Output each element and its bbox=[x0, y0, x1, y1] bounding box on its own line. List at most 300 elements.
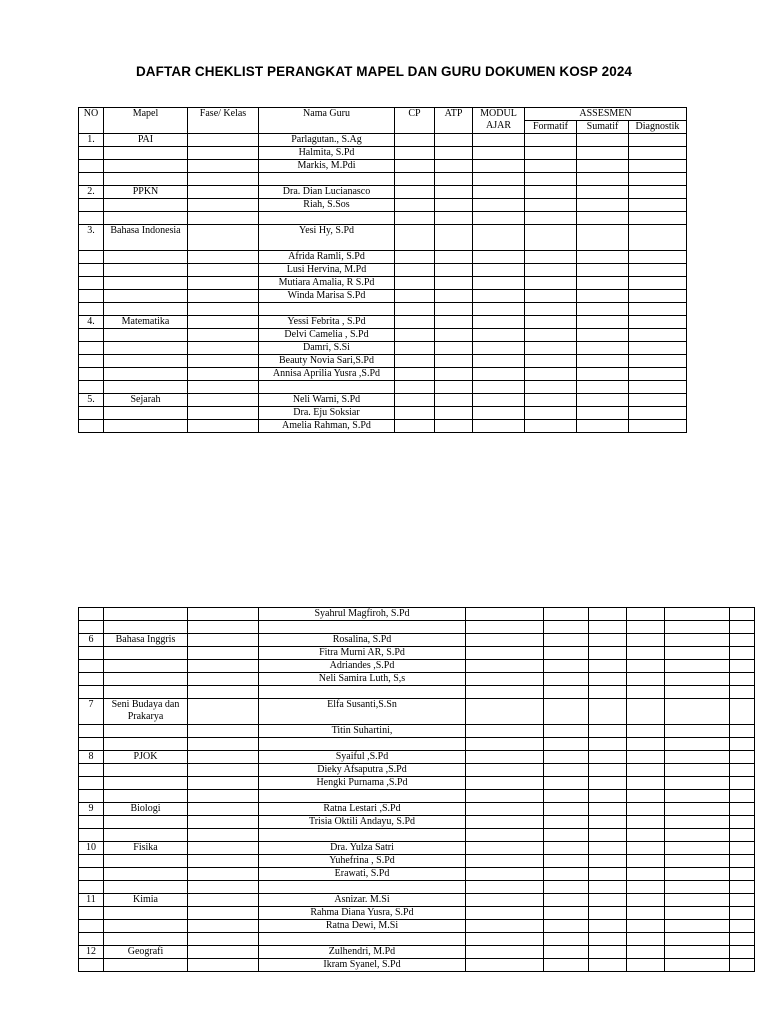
checklist-cell[interactable] bbox=[395, 186, 435, 199]
checklist-cell[interactable] bbox=[577, 329, 629, 342]
checklist-cell[interactable] bbox=[589, 751, 627, 764]
checklist-cell[interactable] bbox=[525, 147, 577, 160]
checklist-cell[interactable] bbox=[395, 420, 435, 433]
checklist-cell[interactable] bbox=[627, 621, 665, 634]
checklist-cell[interactable] bbox=[473, 329, 525, 342]
checklist-cell[interactable] bbox=[577, 368, 629, 381]
checklist-cell[interactable] bbox=[395, 394, 435, 407]
checklist-cell[interactable] bbox=[665, 881, 730, 894]
checklist-cell[interactable] bbox=[466, 777, 544, 790]
checklist-cell[interactable] bbox=[525, 212, 577, 225]
checklist-cell[interactable] bbox=[589, 881, 627, 894]
checklist-cell[interactable] bbox=[730, 686, 755, 699]
checklist-cell[interactable] bbox=[466, 829, 544, 842]
checklist-cell[interactable] bbox=[589, 816, 627, 829]
checklist-cell[interactable] bbox=[589, 673, 627, 686]
checklist-cell[interactable] bbox=[525, 251, 577, 264]
checklist-cell[interactable] bbox=[473, 355, 525, 368]
checklist-cell[interactable] bbox=[627, 959, 665, 972]
checklist-cell[interactable] bbox=[629, 342, 687, 355]
checklist-cell[interactable] bbox=[730, 790, 755, 803]
checklist-cell[interactable] bbox=[730, 738, 755, 751]
checklist-cell[interactable] bbox=[435, 290, 473, 303]
checklist-cell[interactable] bbox=[665, 777, 730, 790]
checklist-cell[interactable] bbox=[395, 225, 435, 251]
checklist-cell[interactable] bbox=[577, 290, 629, 303]
checklist-cell[interactable] bbox=[466, 855, 544, 868]
checklist-cell[interactable] bbox=[473, 147, 525, 160]
checklist-cell[interactable] bbox=[665, 660, 730, 673]
row-mapel: Fisika bbox=[104, 842, 188, 855]
checklist-cell[interactable] bbox=[525, 264, 577, 277]
checklist-cell[interactable] bbox=[466, 660, 544, 673]
checklist-cell[interactable] bbox=[395, 290, 435, 303]
checklist-cell[interactable] bbox=[435, 368, 473, 381]
checklist-cell[interactable] bbox=[730, 933, 755, 946]
checklist-cell[interactable] bbox=[577, 420, 629, 433]
checklist-cell[interactable] bbox=[730, 608, 755, 621]
checklist-cell[interactable] bbox=[665, 920, 730, 933]
checklist-cell[interactable] bbox=[577, 342, 629, 355]
checklist-cell[interactable] bbox=[629, 290, 687, 303]
checklist-cell[interactable] bbox=[473, 199, 525, 212]
checklist-cell[interactable] bbox=[665, 946, 730, 959]
checklist-cell[interactable] bbox=[627, 894, 665, 907]
checklist-cell[interactable] bbox=[395, 147, 435, 160]
checklist-cell[interactable] bbox=[466, 673, 544, 686]
checklist-cell[interactable] bbox=[466, 699, 544, 725]
checklist-cell[interactable] bbox=[627, 790, 665, 803]
checklist-cell[interactable] bbox=[627, 725, 665, 738]
checklist-cell[interactable] bbox=[629, 160, 687, 173]
checklist-cell[interactable] bbox=[665, 634, 730, 647]
checklist-cell[interactable] bbox=[730, 894, 755, 907]
checklist-cell[interactable] bbox=[525, 303, 577, 316]
checklist-cell[interactable] bbox=[525, 160, 577, 173]
checklist-cell[interactable] bbox=[589, 959, 627, 972]
checklist-cell[interactable] bbox=[627, 673, 665, 686]
checklist-cell[interactable] bbox=[629, 355, 687, 368]
checklist-cell[interactable] bbox=[466, 647, 544, 660]
checklist-cell[interactable] bbox=[435, 173, 473, 186]
checklist-cell[interactable] bbox=[466, 959, 544, 972]
checklist-cell[interactable] bbox=[544, 920, 589, 933]
checklist-cell[interactable] bbox=[544, 790, 589, 803]
checklist-cell[interactable] bbox=[466, 894, 544, 907]
checklist-cell[interactable] bbox=[466, 686, 544, 699]
checklist-cell[interactable] bbox=[395, 251, 435, 264]
checklist-cell[interactable] bbox=[629, 368, 687, 381]
checklist-cell[interactable] bbox=[544, 881, 589, 894]
checklist-cell[interactable] bbox=[589, 621, 627, 634]
row-fase-kelas bbox=[188, 907, 259, 920]
checklist-cell[interactable] bbox=[525, 420, 577, 433]
checklist-cell[interactable] bbox=[589, 933, 627, 946]
checklist-cell[interactable] bbox=[629, 134, 687, 147]
checklist-cell[interactable] bbox=[627, 764, 665, 777]
checklist-cell[interactable] bbox=[435, 134, 473, 147]
checklist-cell[interactable] bbox=[730, 907, 755, 920]
checklist-cell[interactable] bbox=[589, 738, 627, 751]
checklist-cell[interactable] bbox=[589, 803, 627, 816]
checklist-cell[interactable] bbox=[627, 738, 665, 751]
checklist-cell[interactable] bbox=[544, 842, 589, 855]
checklist-cell[interactable] bbox=[627, 777, 665, 790]
checklist-cell[interactable] bbox=[435, 251, 473, 264]
checklist-cell[interactable] bbox=[730, 829, 755, 842]
checklist-cell[interactable] bbox=[627, 855, 665, 868]
checklist-cell[interactable] bbox=[544, 907, 589, 920]
checklist-cell[interactable] bbox=[544, 894, 589, 907]
checklist-cell[interactable] bbox=[473, 394, 525, 407]
checklist-cell[interactable] bbox=[395, 199, 435, 212]
checklist-cell[interactable] bbox=[629, 147, 687, 160]
checklist-cell[interactable] bbox=[544, 686, 589, 699]
checklist-cell[interactable] bbox=[473, 303, 525, 316]
checklist-cell[interactable] bbox=[473, 420, 525, 433]
checklist-cell[interactable] bbox=[589, 725, 627, 738]
checklist-cell[interactable] bbox=[395, 407, 435, 420]
checklist-cell[interactable] bbox=[395, 264, 435, 277]
checklist-cell[interactable] bbox=[473, 277, 525, 290]
checklist-cell[interactable] bbox=[435, 303, 473, 316]
checklist-cell[interactable] bbox=[473, 160, 525, 173]
checklist-cell[interactable] bbox=[589, 894, 627, 907]
row-number: 9 bbox=[79, 803, 104, 816]
checklist-cell[interactable] bbox=[544, 764, 589, 777]
checklist-cell[interactable] bbox=[435, 407, 473, 420]
checklist-cell[interactable] bbox=[627, 881, 665, 894]
checklist-cell[interactable] bbox=[525, 368, 577, 381]
checklist-cell[interactable] bbox=[544, 608, 589, 621]
checklist-cell[interactable] bbox=[629, 225, 687, 251]
checklist-cell[interactable] bbox=[665, 686, 730, 699]
row-number bbox=[79, 147, 104, 160]
checklist-cell[interactable] bbox=[577, 173, 629, 186]
checklist-cell[interactable] bbox=[466, 634, 544, 647]
checklist-cell[interactable] bbox=[473, 251, 525, 264]
checklist-cell[interactable] bbox=[730, 842, 755, 855]
checklist-cell[interactable] bbox=[544, 738, 589, 751]
checklist-cell[interactable] bbox=[589, 634, 627, 647]
checklist-cell[interactable] bbox=[435, 277, 473, 290]
checklist-cell[interactable] bbox=[525, 277, 577, 290]
checklist-cell[interactable] bbox=[544, 946, 589, 959]
checklist-cell[interactable] bbox=[627, 842, 665, 855]
checklist-cell[interactable] bbox=[589, 608, 627, 621]
checklist-cell[interactable] bbox=[730, 725, 755, 738]
checklist-cell[interactable] bbox=[466, 842, 544, 855]
checklist-cell[interactable] bbox=[473, 134, 525, 147]
checklist-cell[interactable] bbox=[466, 803, 544, 816]
checklist-cell[interactable] bbox=[730, 751, 755, 764]
checklist-cell[interactable] bbox=[730, 881, 755, 894]
checklist-cell[interactable] bbox=[589, 868, 627, 881]
checklist-cell[interactable] bbox=[544, 829, 589, 842]
checklist-cell[interactable] bbox=[466, 608, 544, 621]
checklist-cell[interactable] bbox=[525, 381, 577, 394]
checklist-cell[interactable] bbox=[629, 199, 687, 212]
checklist-cell[interactable] bbox=[525, 290, 577, 303]
checklist-cell[interactable] bbox=[665, 673, 730, 686]
checklist-cell[interactable] bbox=[665, 842, 730, 855]
checklist-cell[interactable] bbox=[525, 342, 577, 355]
checklist-cell[interactable] bbox=[577, 225, 629, 251]
checklist-cell[interactable] bbox=[627, 699, 665, 725]
checklist-cell[interactable] bbox=[544, 751, 589, 764]
row-number bbox=[79, 160, 104, 173]
checklist-cell[interactable] bbox=[665, 621, 730, 634]
checklist-cell[interactable] bbox=[525, 407, 577, 420]
checklist-cell[interactable] bbox=[435, 394, 473, 407]
checklist-cell[interactable] bbox=[730, 764, 755, 777]
checklist-cell[interactable] bbox=[589, 777, 627, 790]
checklist-cell[interactable] bbox=[627, 803, 665, 816]
checklist-cell[interactable] bbox=[577, 147, 629, 160]
row-nama-guru: Trisia Oktili Andayu, S.Pd bbox=[259, 816, 466, 829]
checklist-cell[interactable] bbox=[466, 881, 544, 894]
checklist-cell[interactable] bbox=[589, 647, 627, 660]
checklist-cell[interactable] bbox=[473, 290, 525, 303]
checklist-cell[interactable] bbox=[629, 264, 687, 277]
checklist-cell[interactable] bbox=[589, 907, 627, 920]
checklist-cell[interactable] bbox=[629, 303, 687, 316]
checklist-cell[interactable] bbox=[466, 751, 544, 764]
checklist-cell[interactable] bbox=[435, 329, 473, 342]
checklist-cell[interactable] bbox=[544, 673, 589, 686]
checklist-cell[interactable] bbox=[665, 933, 730, 946]
checklist-cell[interactable] bbox=[577, 212, 629, 225]
checklist-cell[interactable] bbox=[730, 959, 755, 972]
checklist-cell[interactable] bbox=[577, 381, 629, 394]
checklist-cell[interactable] bbox=[525, 316, 577, 329]
checklist-cell[interactable] bbox=[473, 264, 525, 277]
checklist-cell[interactable] bbox=[629, 277, 687, 290]
checklist-cell[interactable] bbox=[629, 173, 687, 186]
checklist-cell[interactable] bbox=[435, 316, 473, 329]
checklist-cell[interactable] bbox=[577, 303, 629, 316]
checklist-cell[interactable] bbox=[629, 251, 687, 264]
checklist-cell[interactable] bbox=[473, 381, 525, 394]
checklist-cell[interactable] bbox=[435, 147, 473, 160]
checklist-cell[interactable] bbox=[577, 316, 629, 329]
checklist-cell[interactable] bbox=[629, 407, 687, 420]
checklist-cell[interactable] bbox=[665, 764, 730, 777]
checklist-cell[interactable] bbox=[544, 621, 589, 634]
checklist-cell[interactable] bbox=[544, 868, 589, 881]
checklist-cell[interactable] bbox=[730, 855, 755, 868]
checklist-cell[interactable] bbox=[544, 777, 589, 790]
checklist-cell[interactable] bbox=[629, 329, 687, 342]
checklist-cell[interactable] bbox=[589, 660, 627, 673]
checklist-cell[interactable] bbox=[473, 225, 525, 251]
checklist-cell[interactable] bbox=[473, 407, 525, 420]
checklist-cell[interactable] bbox=[466, 738, 544, 751]
checklist-cell[interactable] bbox=[473, 368, 525, 381]
checklist-cell[interactable] bbox=[544, 725, 589, 738]
checklist-cell[interactable] bbox=[525, 134, 577, 147]
checklist-cell[interactable] bbox=[665, 829, 730, 842]
checklist-cell[interactable] bbox=[589, 855, 627, 868]
checklist-cell[interactable] bbox=[525, 173, 577, 186]
checklist-cell[interactable] bbox=[466, 920, 544, 933]
checklist-cell[interactable] bbox=[525, 199, 577, 212]
checklist-cell[interactable] bbox=[466, 621, 544, 634]
checklist-cell[interactable] bbox=[627, 608, 665, 621]
checklist-cell[interactable] bbox=[627, 829, 665, 842]
checklist-cell[interactable] bbox=[473, 342, 525, 355]
checklist-cell[interactable] bbox=[627, 816, 665, 829]
checklist-cell[interactable] bbox=[627, 686, 665, 699]
checklist-cell[interactable] bbox=[629, 316, 687, 329]
checklist-cell[interactable] bbox=[466, 907, 544, 920]
checklist-cell[interactable] bbox=[466, 790, 544, 803]
checklist-cell[interactable] bbox=[665, 816, 730, 829]
checklist-cell[interactable] bbox=[665, 647, 730, 660]
checklist-cell[interactable] bbox=[627, 907, 665, 920]
checklist-cell[interactable] bbox=[627, 660, 665, 673]
checklist-cell[interactable] bbox=[473, 212, 525, 225]
checklist-cell[interactable] bbox=[730, 803, 755, 816]
checklist-cell[interactable] bbox=[665, 725, 730, 738]
checklist-cell[interactable] bbox=[435, 212, 473, 225]
checklist-cell[interactable] bbox=[577, 251, 629, 264]
checklist-cell[interactable] bbox=[589, 790, 627, 803]
checklist-cell[interactable] bbox=[730, 816, 755, 829]
checklist-cell[interactable] bbox=[525, 225, 577, 251]
checklist-cell[interactable] bbox=[730, 634, 755, 647]
checklist-cell[interactable] bbox=[435, 355, 473, 368]
checklist-cell[interactable] bbox=[395, 381, 435, 394]
checklist-cell[interactable] bbox=[629, 186, 687, 199]
checklist-cell[interactable] bbox=[577, 134, 629, 147]
checklist-cell[interactable] bbox=[627, 946, 665, 959]
checklist-cell[interactable] bbox=[544, 855, 589, 868]
checklist-cell[interactable] bbox=[544, 803, 589, 816]
checklist-cell[interactable] bbox=[730, 647, 755, 660]
checklist-cell[interactable] bbox=[466, 816, 544, 829]
checklist-cell[interactable] bbox=[577, 186, 629, 199]
checklist-cell[interactable] bbox=[589, 920, 627, 933]
checklist-cell[interactable] bbox=[627, 647, 665, 660]
checklist-cell[interactable] bbox=[665, 699, 730, 725]
checklist-cell[interactable] bbox=[730, 868, 755, 881]
checklist-cell[interactable] bbox=[544, 634, 589, 647]
checklist-cell[interactable] bbox=[730, 946, 755, 959]
checklist-cell[interactable] bbox=[544, 647, 589, 660]
checklist-cell[interactable] bbox=[627, 920, 665, 933]
checklist-cell[interactable] bbox=[665, 894, 730, 907]
checklist-cell[interactable] bbox=[629, 420, 687, 433]
checklist-cell[interactable] bbox=[544, 816, 589, 829]
checklist-cell[interactable] bbox=[395, 277, 435, 290]
checklist-cell[interactable] bbox=[473, 186, 525, 199]
checklist-cell[interactable] bbox=[466, 946, 544, 959]
checklist-cell[interactable] bbox=[589, 842, 627, 855]
checklist-cell[interactable] bbox=[466, 868, 544, 881]
checklist-cell[interactable] bbox=[577, 264, 629, 277]
checklist-cell[interactable] bbox=[577, 355, 629, 368]
checklist-cell[interactable] bbox=[395, 303, 435, 316]
checklist-cell[interactable] bbox=[466, 764, 544, 777]
checklist-cell[interactable] bbox=[627, 933, 665, 946]
checklist-cell[interactable] bbox=[627, 868, 665, 881]
checklist-cell[interactable] bbox=[577, 160, 629, 173]
checklist-cell[interactable] bbox=[395, 316, 435, 329]
checklist-cell[interactable] bbox=[730, 777, 755, 790]
checklist-cell[interactable] bbox=[395, 329, 435, 342]
checklist-cell[interactable] bbox=[665, 803, 730, 816]
checklist-cell[interactable] bbox=[395, 134, 435, 147]
checklist-cell[interactable] bbox=[525, 329, 577, 342]
checklist-cell[interactable] bbox=[435, 264, 473, 277]
checklist-cell[interactable] bbox=[665, 855, 730, 868]
checklist-cell[interactable] bbox=[589, 764, 627, 777]
checklist-cell[interactable] bbox=[589, 699, 627, 725]
checklist-cell[interactable] bbox=[589, 946, 627, 959]
checklist-cell[interactable] bbox=[589, 686, 627, 699]
checklist-cell[interactable] bbox=[395, 212, 435, 225]
checklist-cell[interactable] bbox=[627, 634, 665, 647]
checklist-cell[interactable] bbox=[665, 608, 730, 621]
checklist-cell[interactable] bbox=[665, 738, 730, 751]
checklist-cell[interactable] bbox=[544, 699, 589, 725]
checklist-cell[interactable] bbox=[577, 277, 629, 290]
checklist-cell[interactable] bbox=[629, 212, 687, 225]
checklist-cell[interactable] bbox=[577, 407, 629, 420]
checklist-cell[interactable] bbox=[395, 355, 435, 368]
checklist-cell[interactable] bbox=[435, 160, 473, 173]
checklist-cell[interactable] bbox=[466, 725, 544, 738]
checklist-cell[interactable] bbox=[629, 381, 687, 394]
checklist-cell[interactable] bbox=[435, 342, 473, 355]
checklist-cell[interactable] bbox=[435, 420, 473, 433]
checklist-cell[interactable] bbox=[730, 699, 755, 725]
checklist-cell[interactable] bbox=[665, 959, 730, 972]
checklist-cell[interactable] bbox=[665, 868, 730, 881]
checklist-cell[interactable] bbox=[627, 751, 665, 764]
checklist-cell[interactable] bbox=[466, 933, 544, 946]
checklist-cell[interactable] bbox=[577, 199, 629, 212]
checklist-cell[interactable] bbox=[435, 381, 473, 394]
checklist-cell[interactable] bbox=[544, 933, 589, 946]
checklist-cell[interactable] bbox=[473, 316, 525, 329]
checklist-cell[interactable] bbox=[435, 186, 473, 199]
checklist-cell[interactable] bbox=[544, 660, 589, 673]
checklist-cell[interactable] bbox=[730, 920, 755, 933]
checklist-cell[interactable] bbox=[665, 751, 730, 764]
checklist-cell[interactable] bbox=[395, 368, 435, 381]
checklist-cell[interactable] bbox=[525, 394, 577, 407]
checklist-cell[interactable] bbox=[395, 173, 435, 186]
checklist-cell[interactable] bbox=[629, 394, 687, 407]
checklist-cell[interactable] bbox=[577, 394, 629, 407]
checklist-cell[interactable] bbox=[730, 660, 755, 673]
checklist-cell[interactable] bbox=[395, 342, 435, 355]
checklist-cell[interactable] bbox=[525, 355, 577, 368]
checklist-cell[interactable] bbox=[395, 160, 435, 173]
checklist-cell[interactable] bbox=[665, 790, 730, 803]
checklist-cell[interactable] bbox=[730, 673, 755, 686]
checklist-cell[interactable] bbox=[435, 199, 473, 212]
checklist-cell[interactable] bbox=[589, 829, 627, 842]
checklist-cell[interactable] bbox=[665, 907, 730, 920]
checklist-cell[interactable] bbox=[544, 959, 589, 972]
checklist-cell[interactable] bbox=[435, 225, 473, 251]
checklist-cell[interactable] bbox=[473, 173, 525, 186]
checklist-cell[interactable] bbox=[525, 186, 577, 199]
checklist-cell[interactable] bbox=[730, 621, 755, 634]
